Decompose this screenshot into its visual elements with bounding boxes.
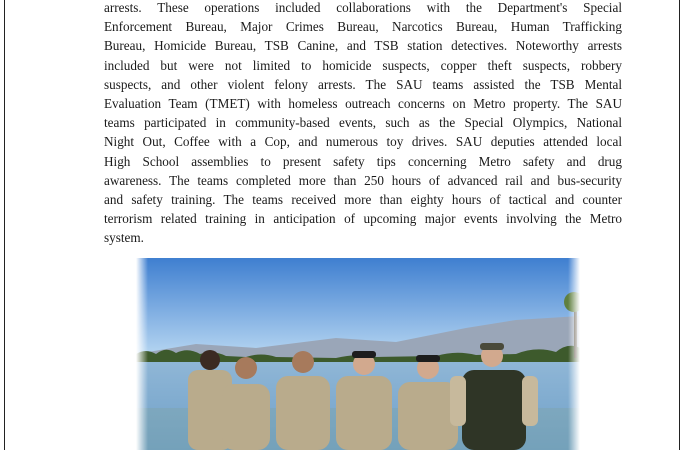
- paragraph-line: system.: [104, 230, 144, 246]
- paragraph-line: High School assemblies to present safety tips concerning Metro safety and drug: [104, 153, 622, 169]
- paragraph-line: suspects, and other violent felony arrests. The SAU teams assisted the TSB Mental: [104, 76, 622, 92]
- paragraph-line: Bureau, Homicide Bureau, TSB Canine, and TSB station detectives. Noteworthy arrests: [104, 38, 622, 54]
- paragraph-line: terrorism related training in anticipation of upcoming major events involving the Metro: [104, 211, 622, 227]
- body-paragraph: [104, 0, 622, 248]
- team-photo: [136, 258, 580, 450]
- paragraph-line: included but were not limited to homicide suspects, copper theft suspects, robbery: [104, 57, 622, 73]
- paragraph-line: Night Out, Coffee with a Cop, and numerous toy drives. SAU deputies attended local: [104, 134, 622, 150]
- page-border-left: [4, 0, 5, 450]
- paragraph-line: Evaluation Team (TMET) with homeless outreach concerns on Metro property. The SAU: [104, 96, 622, 112]
- paragraph-line: and safety training. The teams received more than eighty hours of tactical and counter: [104, 192, 622, 208]
- paragraph-line: arrests. These operations included collaborations with the Department's Special: [104, 0, 622, 15]
- paragraph-line: Enforcement Bureau, Major Crimes Bureau, Narcotics Bureau, Human Trafficking: [104, 19, 622, 35]
- page-border-right: [679, 0, 680, 450]
- paragraph-line: awareness. The teams completed more than 250 hours of advanced rail and bus-security: [104, 172, 622, 188]
- paragraph-line: teams participated in community-based events, such as the Special Olympics, National: [104, 115, 622, 131]
